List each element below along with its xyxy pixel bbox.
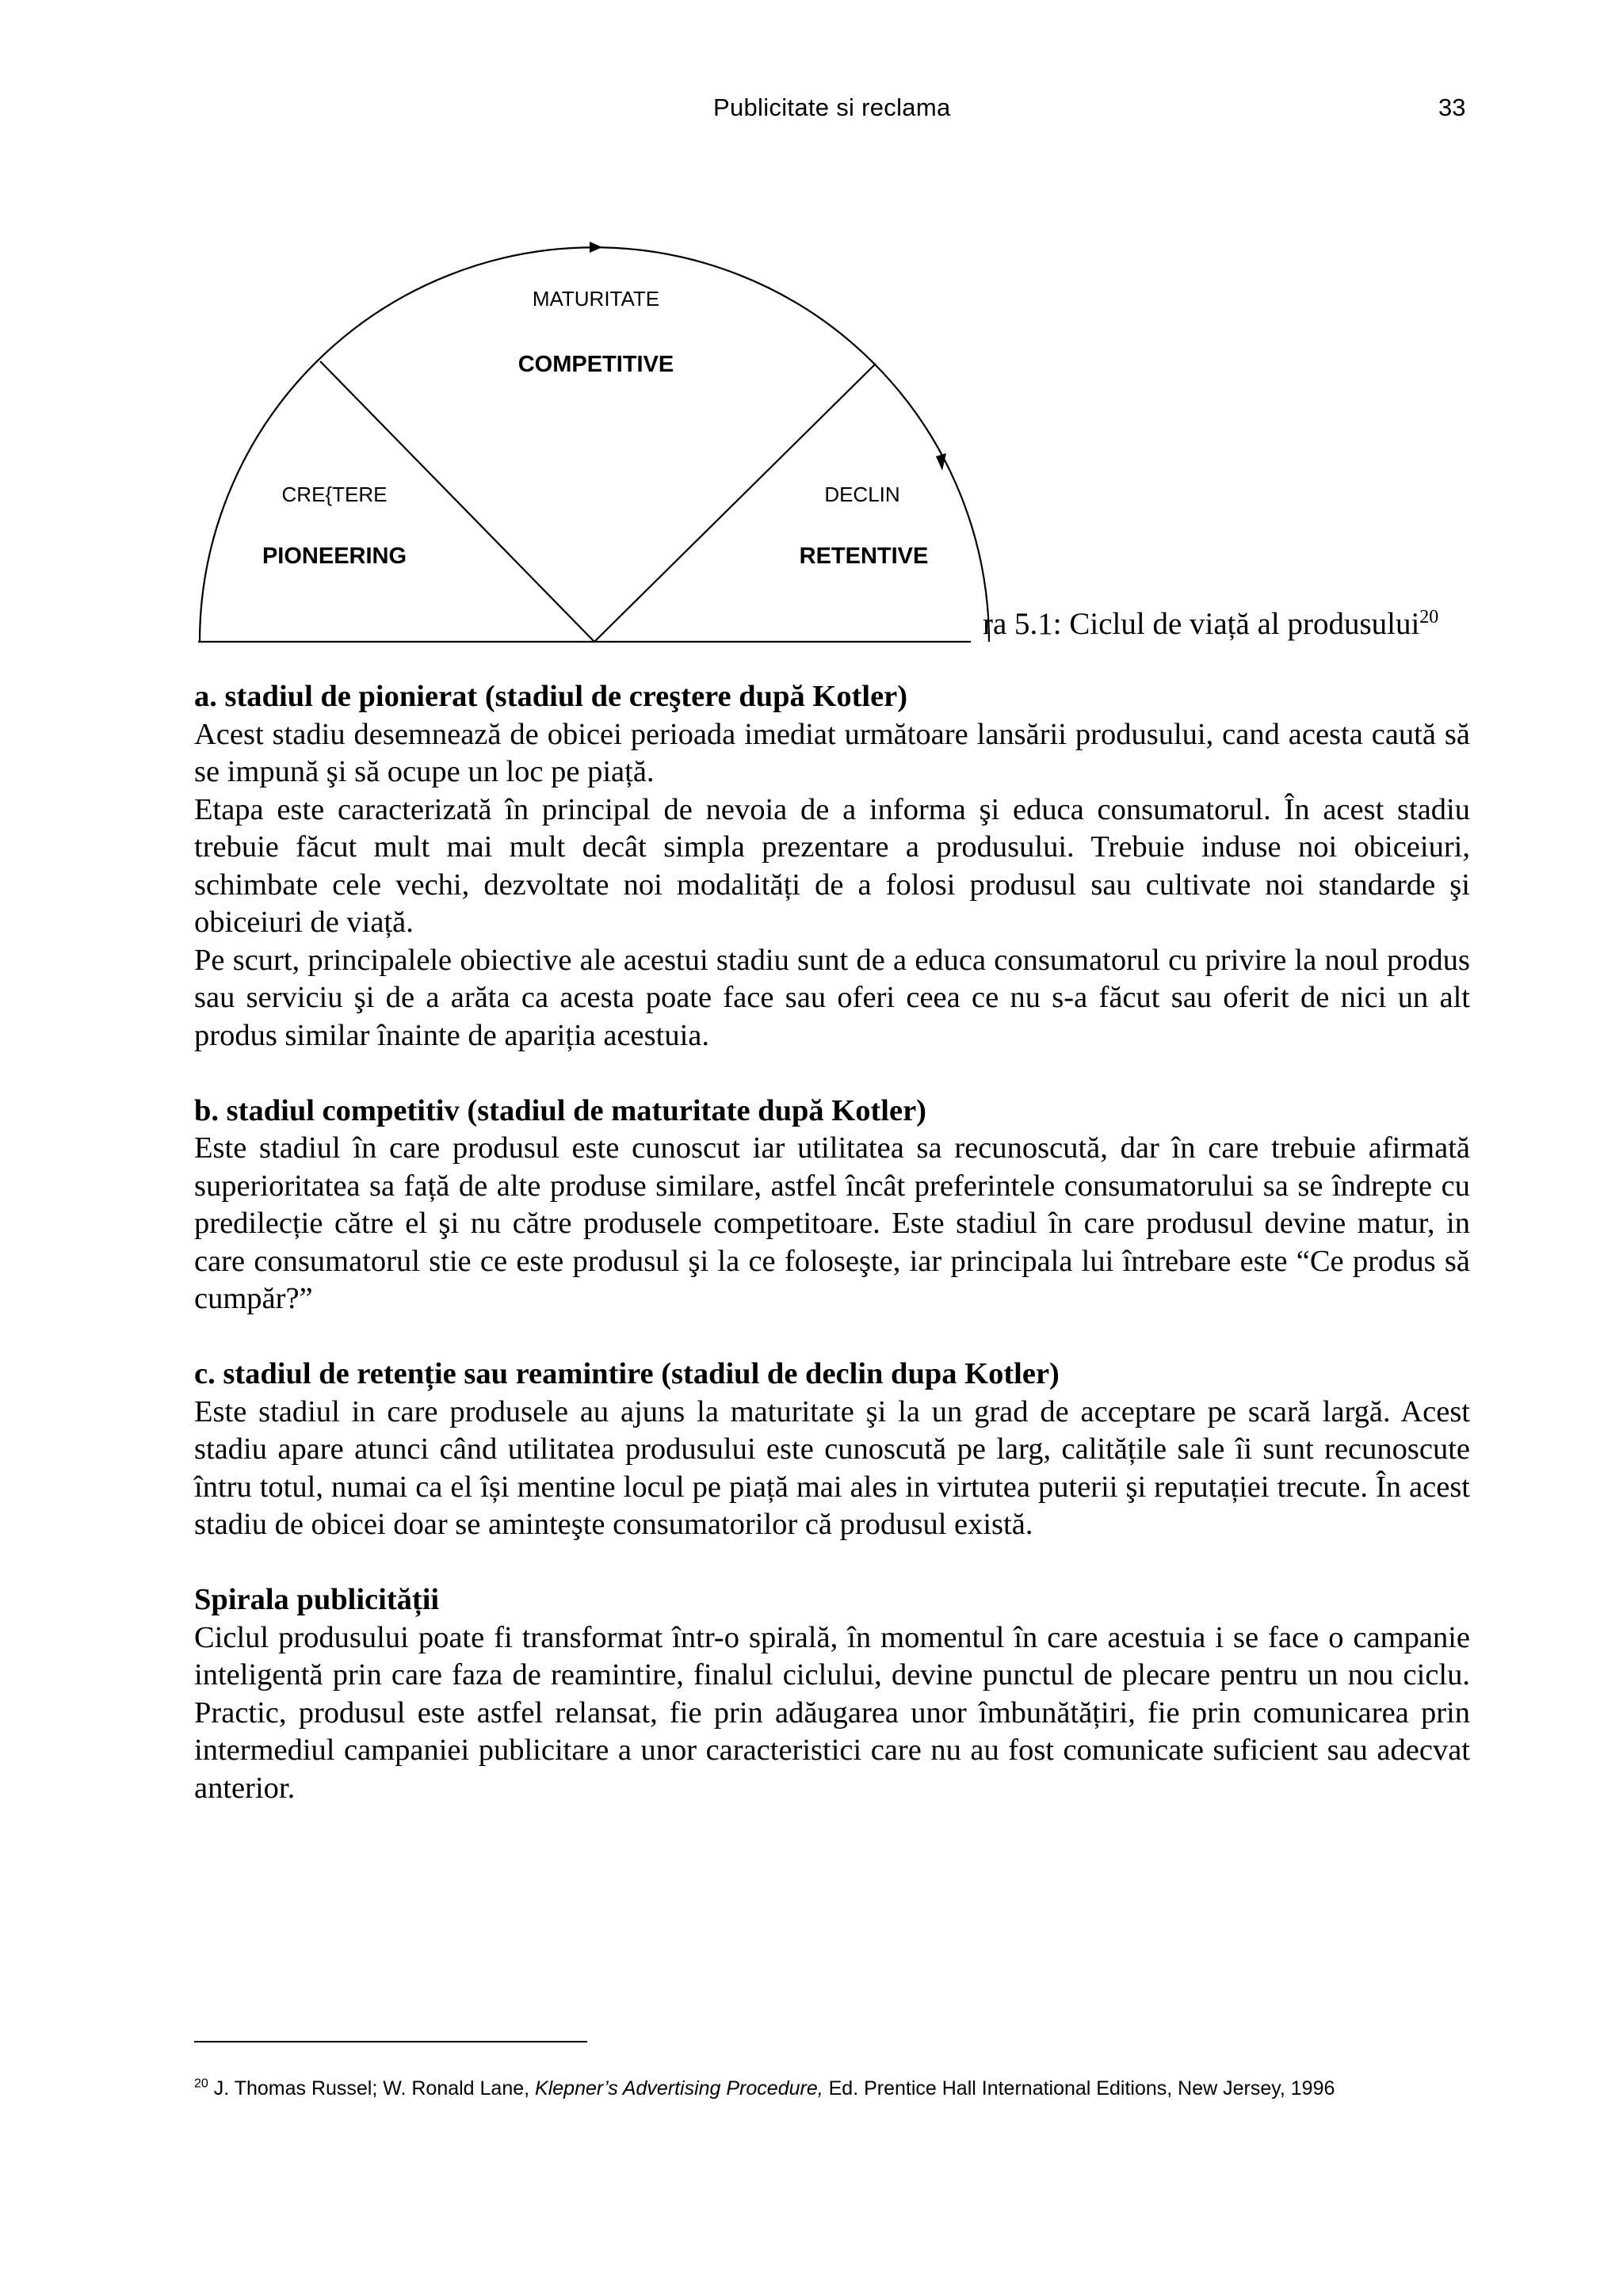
body-text [194,678,1470,1807]
footnote-separator [194,2041,587,2042]
section-heading-pioneering: a. stadiul de pionierat (stadiul de creştere după Kotler) [194,680,908,713]
label-pioneering: PIONEERING [262,543,407,569]
paragraph: Etapa este caracterizată în principal de nevoia de a informa şi educa consumatorul. În acest stadiu trebuie făcut mult mai mult decât simpla prezentare a produsului. Trebuie induse noi obiceiuri, schimbate cele vechi, dezvoltate noi modalități de a folosi produsul sau cultivate noi standarde şi obiceiuri de viață. [194,792,1470,939]
paragraph: Pe scurt, principalele obiective ale acestui stadiu sunt de a educa consumatorul cu privire la noul produs sau serviciu şi de a arăta ca acesta poate face sau oferi ceea ce nu s-a făcut sau oferit de nici un alt produs similar înainte de apariția acestuia. [194,943,1470,1052]
figure-caption [983,606,1438,642]
caption-footnote-ref: 20 [1419,607,1439,627]
section-heading-competitive: b. stadiul competitiv (stadiul de maturitate după Kotler) [194,1093,926,1127]
section-heading-retention: c. stadiul de retenție sau reamintire (stadiul de declin dupa Kotler) [194,1357,1060,1390]
paragraph: Este stadiul în care produsul este cunoscut iar utilitatea sa recunoscută, dar în care trebuie afirmată superioritatea sa față de alte produse similare, astfel încât preferintele consumatorului sa se îndrepte cu predilecție către el şi nu către produsele competitoare. Este stadiul în care produsul devine matur, in care consumatorul stie ce este produsul şi la ce foloseşte, iar principala lui întrebare este “Ce produs să cumpăr?” [194,1131,1470,1315]
label-competitive: COMPETITIVE [517,352,674,377]
footnote-number: 20 [194,2077,208,2091]
arrow-top-icon [590,242,602,253]
section-heading-spiral: Spirala publicității [194,1583,440,1616]
product-life-cycle-diagram [190,230,999,650]
label-retentive: RETENTIVE [799,543,929,569]
label-decline: DECLIN [824,482,900,506]
footnote-book-title: Klepner’s Advertising Procedure, [535,2077,823,2100]
footnote-publisher: Ed. Prentice Hall International Editions, New Jersey, 1996 [828,2077,1335,2100]
page-header [0,93,1623,133]
label-maturity: MATURITATE [532,287,660,311]
page-number: 33 [1438,93,1466,121]
footnote-authors: J. Thomas Russel; W. Ronald Lane, [213,2077,530,2100]
paragraph: Este stadiul in care produsele au ajuns la maturitate şi la un grad de acceptare pe scară largă. Acest stadiu apare atunci când utilitatea produsului este cunoscută pe larg, calitățile sale îi sunt recunoscute întru totul, numai ca el își mentine locul pe piață mai ales in virtutea puterii şi reputației trecute. În acest stadiu de obicei doar se aminteşte consumatorilor că produsul există. [194,1394,1470,1541]
running-title: Publicitate si reclama [713,93,951,121]
label-growth: CRE{TERE [281,482,388,506]
footnote [194,2077,1335,2100]
paragraph: Acest stadiu desemnează de obicei perioada imediat următoare lansării produsului, cand acesta caută să se impună şi să ocupe un loc pe piață. [194,717,1470,788]
caption-text: ra 5.1: Ciclul de viață al produsului [983,607,1420,641]
paragraph: Ciclul produsului poate fi transformat într-o spirală, în momentul în care acestuia i se face o campanie inteligentă prin care faza de reamintire, finalul ciclului, devine punctul de plecare pentru un nou ciclu. Practic, produsul este astfel relansat, fie prin adăugarea unor îmbunătățiri, fie prin comunicarea prin intermediul campaniei publicitare a unor caracteristici care nu au fost comunicate suficient sau adecvat anterior. [194,1620,1470,1805]
